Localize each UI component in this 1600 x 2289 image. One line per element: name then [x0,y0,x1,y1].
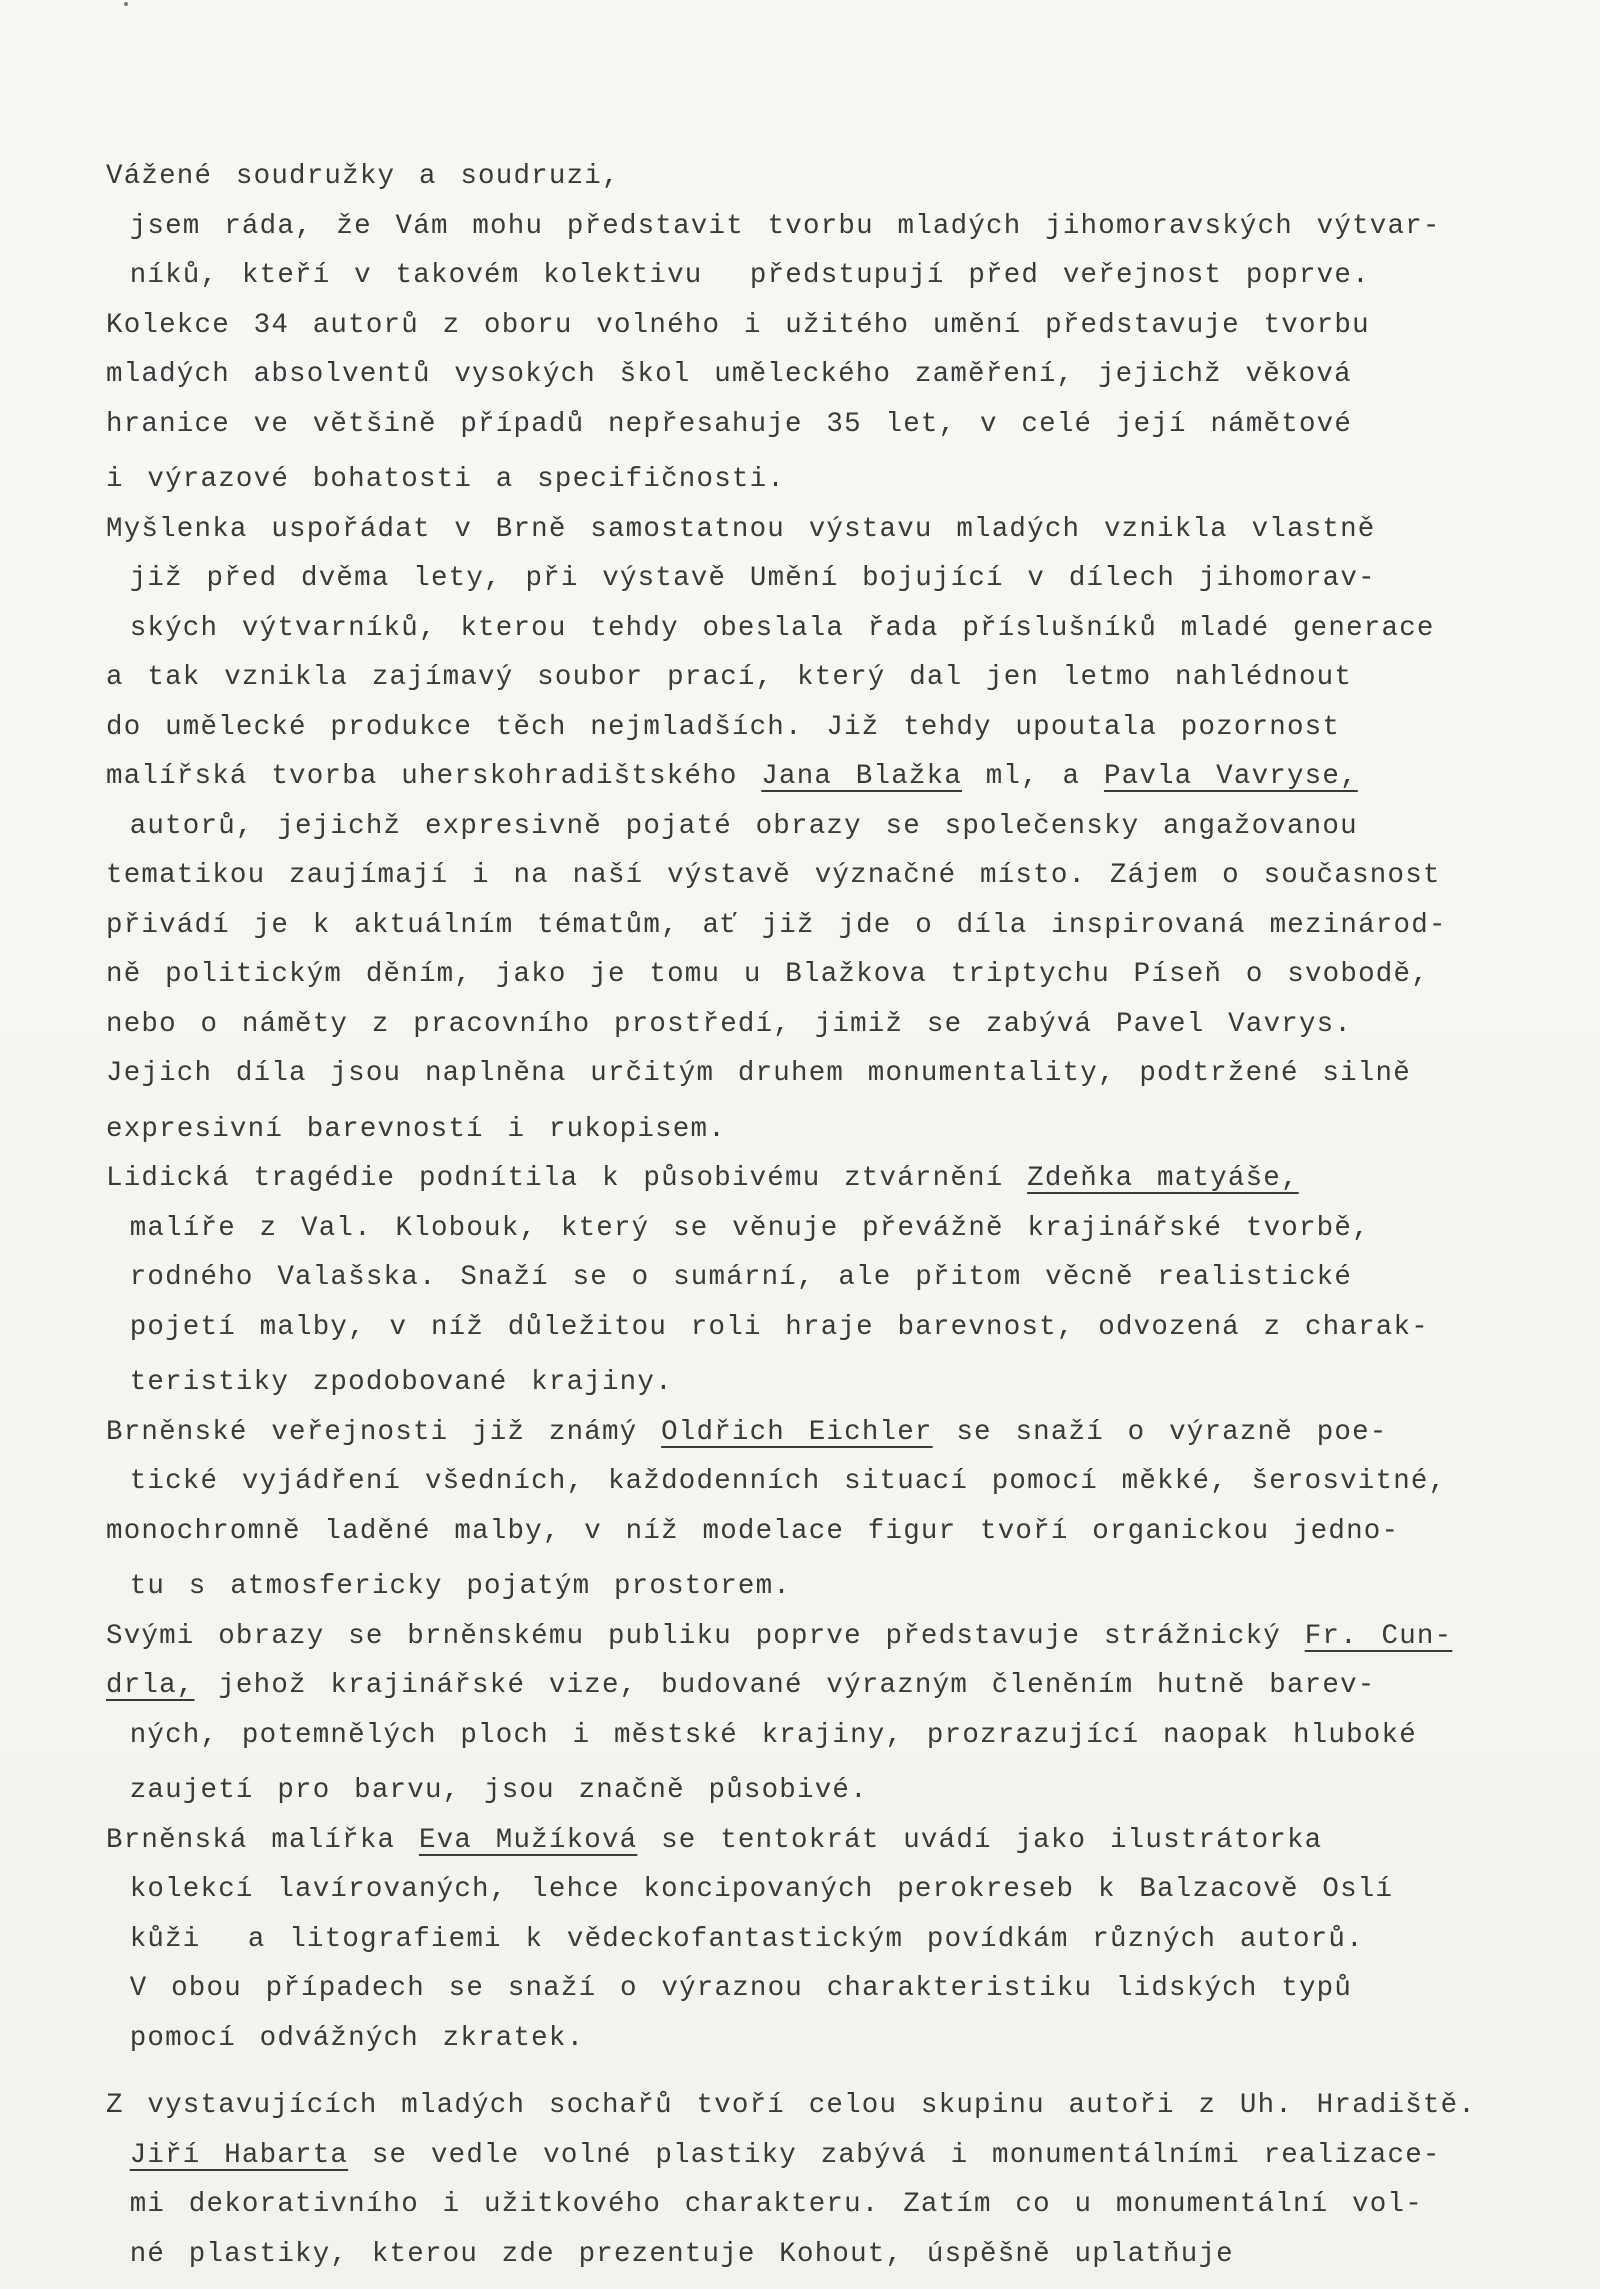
text-line: V obou případech se snaží o výraznou charakteristiku lidských typů [106,1973,1353,2004]
line-segment: ml, a [962,761,1104,792]
underlined-name: Oldřich Eichler [661,1416,933,1448]
line-segment: Brněnská malířka [106,1824,419,1856]
text-line: tické vyjádření všedních, každodenních situací pomocí měkké, šerosvitné, [106,1466,1447,1497]
text-line: Myšlenka uspořádat v Brně samostatnou výstavu mladých vznikla vlastně [106,513,1376,545]
line-segment [106,2140,130,2171]
text-line [106,1816,1566,1866]
text-line: Z vystavujících mladých sochařů tvoří celou skupinu autoři z Uh. Hradiště. [106,2090,1476,2121]
underlined-name: Eva Mužíková [418,1824,638,1856]
text-line: i výrazové bohatosti a specifičnosti. [106,464,785,495]
underlined-name: Jiří Habarta [129,2139,349,2171]
text-line: přivádí je k aktuálním tématům, ať již jde o díla inspirovaná mezinárod- [106,909,1447,941]
text-line: ných, potemnělých ploch i městské krajiny, prozrazující naopak hluboké [106,1719,1417,1751]
text-line: pojetí malby, v níž důležitou roli hraje barevnost, odvozená z charak- [106,1311,1429,1343]
line-segment: jehož krajinářské vize, budované výrazným členěním hutně barev- [194,1670,1376,1701]
text-line: a tak vznikla zajímavý soubor prací, který dal jen letmo nahlédnout [106,662,1353,693]
underlined-name: Jana Blažka [761,761,963,792]
underlined-name: drla, [106,1670,195,1701]
text-line: jsem ráda, že Vám mohu představit tvorbu mladých jihomoravských výtvar- [106,210,1441,242]
text-line [106,2131,1566,2181]
text-line: nebo o náměty z pracovního prostředí, jimiž se zabývá Pavel Vavrys. [106,1008,1353,1040]
line-segment: Lidická tragédie podnítila k působivému ztvárnění [106,1163,1028,1194]
text-line: Vážené soudružky a soudruzi, [106,161,620,192]
text-line: do umělecké produkce těch nejmladších. Již tehdy upoutala pozornost [106,711,1341,743]
text-line [106,1612,1566,1662]
text-line: kůži a litografiemi k vědeckofantastickým povídkám různých autorů. [106,1923,1364,1955]
text-line: autorů, jejichž expresivně pojaté obrazy se společensky angažovanou [106,810,1358,842]
text-line: hranice ve většině případů nepřesahuje 35 let, v celé její námětové [106,408,1353,440]
line-segment: Brněnské veřejnosti již známý [106,1416,662,1448]
text-line: Kolekce 34 autorů z oboru volného i užitého umění představuje tvorbu [106,309,1370,341]
text-line: ských výtvarníků, kterou tehdy obeslala řada příslušníků mladé generace [106,612,1435,644]
text-line [106,752,1566,802]
text-line: kolekcí lavírovaných, lehce koncipovaných perokreseb k Balzacově Oslí [106,1874,1394,1905]
underlined-name: Zdeňka matyáše, [1027,1163,1299,1194]
text-line: rodného Valašska. Snaží se o sumární, ale přitom věcně realistické [106,1262,1353,1293]
text-line: zaujetí pro barvu, jsou značně působivé. [106,1775,868,1806]
line-segment: se tentokrát uvádí jako ilustrátorka [637,1824,1323,1856]
text-line: již před dvěma lety, při výstavě Umění bojující v dílech jihomorav- [106,563,1376,594]
line-segment: Svými obrazy se brněnskému publiku poprve představuje strážnický [106,1620,1305,1652]
paper-speck [124,2,128,6]
text-line: pomocí odvážných zkratek. [106,2022,585,2054]
text-line: né plastiky, kterou zde prezentuje Kohout, úspěšně uplatňuje [106,2238,1234,2270]
line-segment: malířská tvorba uherskohradištského [106,761,762,792]
line-segment: se snaží o výrazně poe- [932,1416,1388,1448]
text-line [106,1661,1566,1711]
line-segment: se vedle volné plastiky zabývá i monumentálními realizace- [348,2139,1441,2171]
text-line: níků, kteří v takovém kolektivu předstupují před veřejnost poprve. [106,260,1370,291]
text-line: tu s atmosfericky pojatým prostorem. [106,1571,791,1602]
text-line: monochromně laděné malby, v níž modelace figur tvoří organickou jedno- [106,1515,1400,1547]
text-line: malíře z Val. Klobouk, který se věnuje převážně krajinářské tvorbě, [106,1212,1370,1244]
text-line: ně politickým děním, jako je tomu u Blažkova triptychu Píseň o svobodě, [106,959,1429,990]
text-line: mladých absolventů vysokých škol uměleckého zaměření, jejichž věková [106,359,1352,390]
underlined-name: Fr. Cun- [1304,1620,1453,1652]
text-line: Jejich díla jsou naplněna určitým druhem monumentality, podtržené silně [106,1058,1411,1089]
text-line: mi dekorativního i užitkového charakteru. Zatím co u monumentální vol- [106,2189,1423,2220]
text-line [106,1154,1566,1204]
text-line: tematikou zaujímají i na naší výstavě význačné místo. Zájem o současnost [106,860,1441,891]
text-line: teristiky zpodobované krajiny. [106,1367,673,1398]
text-line [106,1408,1566,1458]
typed-letter-body [106,152,1566,2279]
text-line: expresivní barevností i rukopisem. [106,1113,726,1145]
underlined-name: Pavla Vavryse, [1103,761,1358,792]
